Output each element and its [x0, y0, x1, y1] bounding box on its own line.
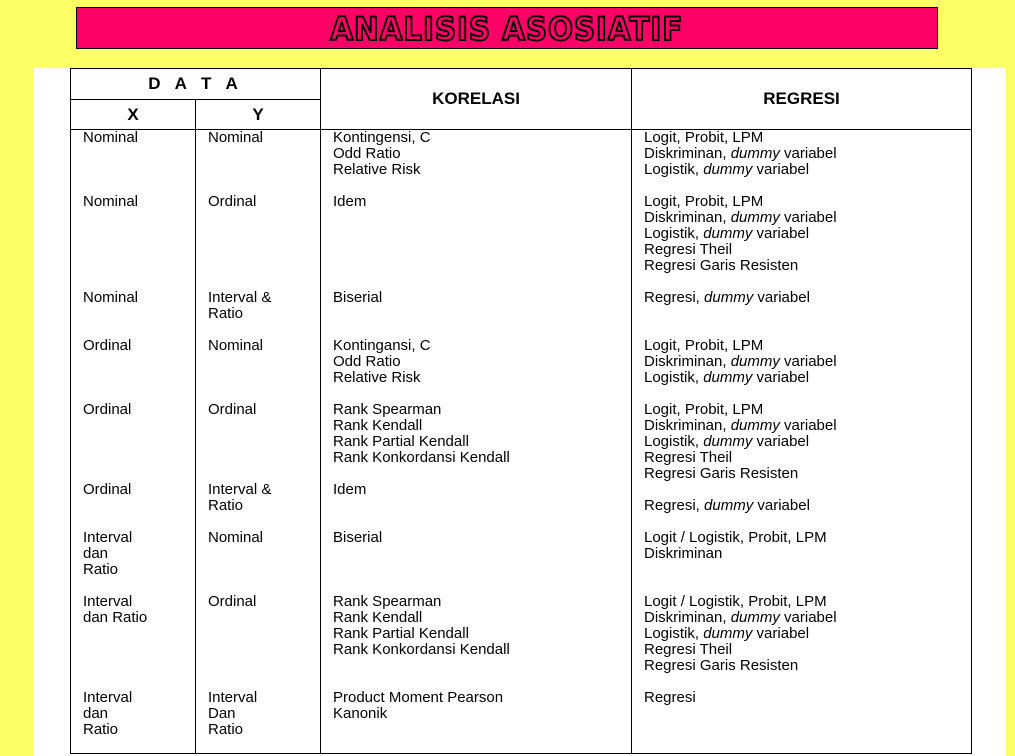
- cell-y: [196, 290, 321, 338]
- cell-y: [196, 482, 321, 530]
- cell-x: [71, 482, 196, 530]
- cell-line: Ratio: [208, 304, 244, 322]
- cell-x: [71, 130, 196, 194]
- cell-line: Rank Partial Kendall: [333, 624, 469, 642]
- header-data: D A T A: [71, 69, 321, 100]
- table-row: [71, 130, 972, 194]
- cell-line: Interval: [83, 592, 133, 610]
- cell-line: Interval &: [208, 288, 272, 306]
- cell-line: Rank Konkordansi Kendall: [333, 640, 510, 658]
- cell-y: [196, 130, 321, 194]
- cell-line: Regresi Garis Resisten: [644, 464, 799, 482]
- cell-line: Regresi Garis Resisten: [644, 256, 799, 274]
- cell-line: Relative Risk: [333, 161, 421, 178]
- cell-regresi: [632, 530, 972, 594]
- cell-korelasi: [321, 290, 632, 338]
- cell-line: Regresi, dummy variabel: [644, 496, 810, 514]
- table-row: [71, 194, 972, 290]
- cell-korelasi: [321, 130, 632, 194]
- cell-regresi: [632, 338, 972, 402]
- table-row: [71, 482, 972, 530]
- cell-y: [196, 594, 321, 690]
- cell-line: Diskriminan, dummy variabel: [644, 208, 837, 226]
- cell-line: Diskriminan, dummy variabel: [644, 608, 837, 626]
- cell-y: [196, 690, 321, 754]
- cell-line: Ratio: [208, 496, 244, 514]
- cell-x: [71, 530, 196, 594]
- cell-line: dan: [83, 704, 109, 722]
- cell-korelasi: [321, 482, 632, 530]
- cell-line: Nominal: [83, 192, 139, 210]
- cell-regresi: [632, 690, 972, 754]
- cell-line: Odd Ratio: [333, 145, 401, 162]
- cell-korelasi: [321, 402, 632, 482]
- cell-line: Regresi Garis Resisten: [644, 656, 799, 674]
- cell-x: [71, 402, 196, 482]
- cell-regresi: [632, 482, 972, 530]
- cell-line: Regresi, dummy variabel: [644, 288, 810, 306]
- table-row: [71, 530, 972, 594]
- cell-line: Rank Spearman: [333, 400, 442, 418]
- cell-line: Diskriminan, dummy variabel: [644, 145, 837, 162]
- page-title: ANALISIS ASOSIATIF: [330, 10, 684, 48]
- cell-line: dan: [83, 544, 109, 562]
- table-body: [71, 130, 972, 754]
- cell-line: Product Moment Pearson: [333, 688, 504, 706]
- cell-line: Logistik, dummy variabel: [644, 624, 810, 642]
- header-regresi: REGRESI: [632, 69, 972, 130]
- cell-line: Ordinal: [83, 400, 132, 418]
- table-row: [71, 290, 972, 338]
- cell-line: Ratio: [208, 720, 244, 738]
- cell-line: Regresi Theil: [644, 240, 733, 258]
- cell-regresi: [632, 194, 972, 290]
- cell-x: [71, 594, 196, 690]
- cell-line: Ratio: [83, 720, 119, 738]
- cell-line: Ordinal: [83, 480, 132, 498]
- cell-line: [644, 482, 971, 498]
- cell-line: Nominal: [83, 129, 139, 146]
- table-row: [71, 690, 972, 754]
- cell-korelasi: [321, 530, 632, 594]
- cell-line: Idem: [333, 192, 367, 210]
- cell-line: Rank Kendall: [333, 416, 423, 434]
- cell-y: [196, 194, 321, 290]
- table-row: [71, 594, 972, 690]
- cell-line: Odd Ratio: [333, 352, 401, 370]
- cell-line: Dan: [208, 704, 236, 722]
- cell-line: Rank Kendall: [333, 608, 423, 626]
- cell-x: [71, 690, 196, 754]
- cell-korelasi: [321, 594, 632, 690]
- cell-line: Regresi Theil: [644, 448, 733, 466]
- header-y: Y: [196, 100, 321, 130]
- cell-line: Diskriminan, dummy variabel: [644, 416, 837, 434]
- cell-line: Kanonik: [333, 704, 388, 722]
- header-korelasi: KORELASI: [321, 69, 632, 130]
- cell-line: Rank Spearman: [333, 592, 442, 610]
- cell-line: Ratio: [83, 560, 119, 578]
- cell-line: Ordinal: [83, 336, 132, 354]
- cell-regresi: [632, 290, 972, 338]
- cell-x: [71, 290, 196, 338]
- cell-line: Logit, Probit, LPM: [644, 192, 764, 210]
- cell-line: Kontingensi, C: [333, 129, 431, 146]
- cell-line: Logit, Probit, LPM: [644, 400, 764, 418]
- cell-line: Diskriminan, dummy variabel: [644, 352, 837, 370]
- cell-line: Interval: [83, 528, 133, 546]
- cell-line: Diskriminan: [644, 544, 723, 562]
- title-banner: [76, 7, 938, 49]
- cell-line: Logit, Probit, LPM: [644, 129, 764, 146]
- cell-line: Biserial: [333, 528, 383, 546]
- cell-line: Idem: [333, 480, 367, 498]
- cell-line: Ordinal: [208, 400, 257, 418]
- cell-x: [71, 194, 196, 290]
- table-row: [71, 338, 972, 402]
- table-row: [71, 402, 972, 482]
- association-analysis-table: [70, 68, 972, 754]
- cell-line: Nominal: [208, 528, 264, 546]
- cell-line: Logit / Logistik, Probit, LPM: [644, 592, 827, 610]
- header-x: X: [71, 100, 196, 130]
- cell-x: [71, 338, 196, 402]
- cell-line: Regresi: [644, 688, 696, 706]
- cell-line: Relative Risk: [333, 368, 421, 386]
- cell-line: Logistik, dummy variabel: [644, 161, 810, 178]
- cell-line: Nominal: [208, 129, 264, 146]
- cell-regresi: [632, 594, 972, 690]
- cell-line: dan Ratio: [83, 608, 148, 626]
- cell-korelasi: [321, 194, 632, 290]
- cell-regresi: [632, 402, 972, 482]
- cell-korelasi: [321, 338, 632, 402]
- cell-line: Nominal: [83, 288, 139, 306]
- cell-y: [196, 338, 321, 402]
- cell-line: Rank Partial Kendall: [333, 432, 469, 450]
- cell-line: Logistik, dummy variabel: [644, 432, 810, 450]
- cell-korelasi: [321, 690, 632, 754]
- cell-line: Logistik, dummy variabel: [644, 224, 810, 242]
- cell-line: Logistik, dummy variabel: [644, 368, 810, 386]
- cell-y: [196, 530, 321, 594]
- cell-line: Logit, Probit, LPM: [644, 336, 764, 354]
- cell-line: Interval: [208, 688, 258, 706]
- cell-line: Kontingansi, C: [333, 336, 431, 354]
- cell-line: Biserial: [333, 288, 383, 306]
- cell-line: Rank Konkordansi Kendall: [333, 448, 510, 466]
- cell-regresi: [632, 130, 972, 194]
- cell-line: Regresi Theil: [644, 640, 733, 658]
- cell-line: Interval &: [208, 480, 272, 498]
- cell-line: Interval: [83, 688, 133, 706]
- cell-line: Nominal: [208, 336, 264, 354]
- cell-line: Ordinal: [208, 192, 257, 210]
- cell-line: Ordinal: [208, 592, 257, 610]
- cell-line: Logit / Logistik, Probit, LPM: [644, 528, 827, 546]
- cell-y: [196, 402, 321, 482]
